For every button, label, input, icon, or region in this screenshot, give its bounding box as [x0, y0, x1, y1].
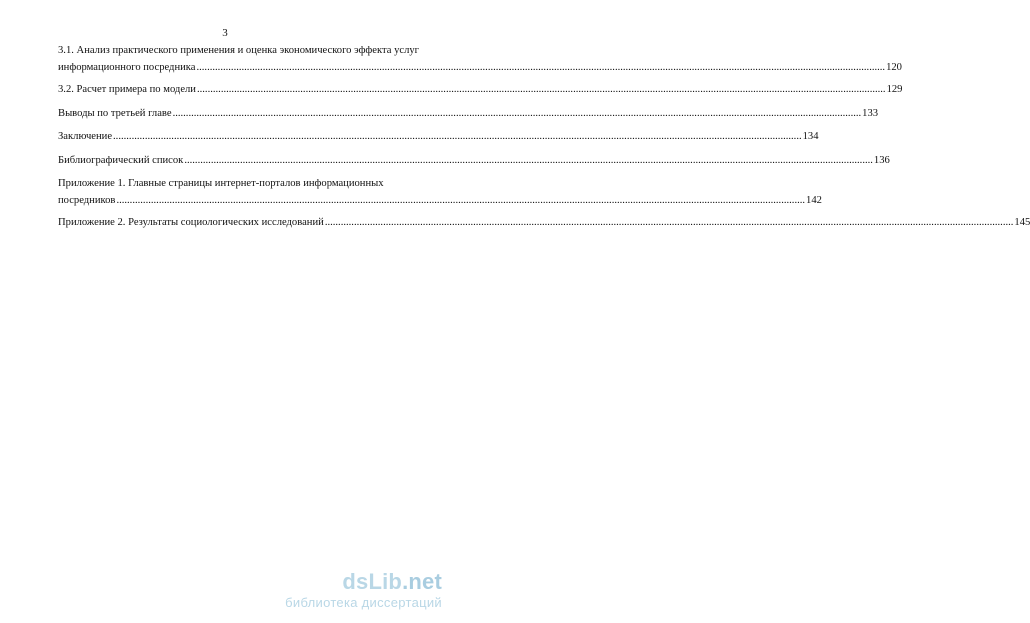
toc-entry — [58, 129, 819, 146]
watermark-logo-tld: .net — [402, 569, 442, 594]
toc-entry — [58, 176, 822, 209]
toc-entry — [58, 215, 1030, 232]
toc-entry-title: посредников — [58, 194, 116, 206]
toc-entry-page: 134 — [802, 131, 819, 142]
watermark-logo — [285, 571, 442, 593]
watermark-logo-main: dsLib — [342, 569, 403, 594]
toc-entry-page: 145 — [1014, 217, 1030, 228]
toc-entry-page: 120 — [886, 61, 902, 73]
toc-entry-title: Заключение — [58, 131, 113, 142]
table-of-contents — [58, 43, 1030, 239]
toc-entry — [58, 43, 902, 76]
toc-entry-line — [58, 215, 1030, 232]
toc-entry-page: 136 — [873, 154, 890, 166]
toc-entry-page: 133 — [862, 107, 879, 119]
toc-entry-title-line1: Приложение 1. Главные страницы интернет-порталов информационных — [58, 178, 384, 189]
toc-entry-title: Библиографический список — [58, 154, 184, 166]
toc-entry-line — [58, 129, 819, 146]
dot-leader — [116, 193, 805, 210]
dot-leader — [173, 106, 862, 123]
dot-leader — [184, 153, 873, 170]
watermark-subtitle: библиотека диссертаций — [285, 595, 442, 610]
toc-entry-line — [58, 193, 822, 210]
toc-entry-page: 129 — [886, 84, 903, 95]
toc-entry-title-line1: 3.1. Анализ практического применения и оценка экономического эффекта услуг — [58, 45, 420, 56]
page-number: 3 — [222, 27, 228, 39]
toc-entry — [58, 82, 903, 99]
dot-leader — [196, 60, 885, 77]
site-watermark — [285, 571, 442, 609]
toc-entry-title: 3.2. Расчет примера по модели — [58, 84, 196, 95]
toc-entry — [58, 153, 890, 170]
dot-leader — [197, 82, 886, 99]
toc-entry-line — [58, 60, 902, 77]
toc-entry-title: информационного посредника — [58, 61, 196, 73]
toc-entry-line — [58, 153, 890, 170]
toc-entry-page: 142 — [806, 194, 822, 206]
toc-entry — [58, 106, 879, 123]
toc-entry-title: Выводы по третьей главе — [58, 107, 172, 119]
toc-entry-line — [58, 106, 879, 123]
toc-entry-line — [58, 82, 903, 99]
dot-leader — [113, 129, 802, 146]
toc-entry-title: Приложение 2. Результаты социологических исследований — [58, 217, 324, 228]
dot-leader — [325, 215, 1014, 232]
